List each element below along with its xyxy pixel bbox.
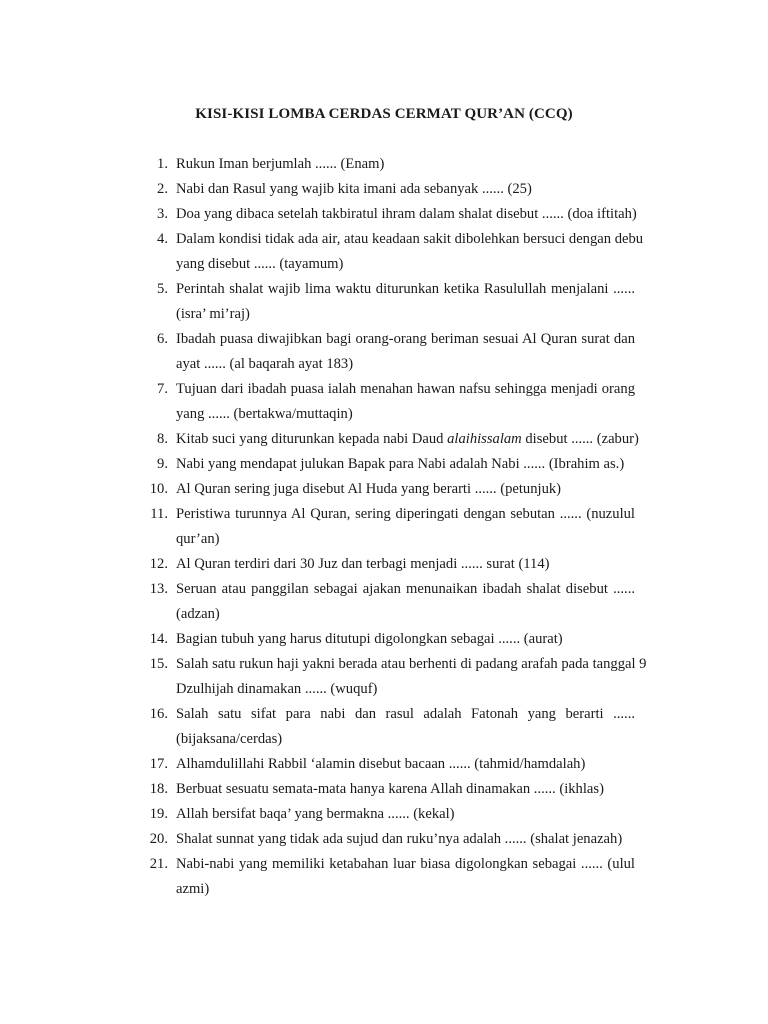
item-number: 8. [157, 431, 168, 447]
item-text: Bagian tubuh yang harus ditutupi digolongkan sebagai ...... (aurat) [176, 631, 563, 647]
item-number: 1. [157, 156, 168, 172]
item-text: Al Quran terdiri dari 30 Juz dan terbagi menjadi ...... surat (114) [176, 556, 550, 572]
item-text-continued: (bijaksana/cerdas) [176, 731, 283, 747]
item-number: 11. [150, 506, 168, 522]
item-text: Berbuat sesuatu semata-mata hanya karena Allah dinamakan ...... (ikhlas) [176, 781, 604, 797]
item-number: 18. [149, 781, 168, 797]
list-item [0, 652, 768, 702]
item-text: Nabi yang mendapat julukan Bapak para Nabi adalah Nabi ...... (Ibrahim as.) [176, 456, 625, 472]
italic-term: alaihissalam [447, 431, 522, 447]
list-item [0, 452, 768, 477]
item-number: 20. [149, 831, 168, 847]
item-number: 13. [149, 581, 168, 597]
item-text-continued: yang ...... (bertakwa/muttaqin) [176, 406, 353, 422]
item-text-continued: azmi) [176, 881, 210, 897]
item-number: 12. [149, 556, 168, 572]
item-text: Al Quran sering juga disebut Al Huda yang berarti ...... (petunjuk) [176, 481, 562, 497]
list-item [0, 377, 768, 427]
item-text: Salah satu rukun haji yakni berada atau berhenti di padang arafah pada tanggal 9 [176, 656, 647, 672]
item-number: 3. [157, 206, 168, 222]
item-text-continued: ayat ...... (al baqarah ayat 183) [176, 356, 354, 372]
item-text: Ibadah puasa diwajibkan bagi orang-orang beriman sesuai Al Quran surat dan [176, 331, 635, 347]
item-number: 4. [157, 231, 168, 247]
item-number: 7. [157, 381, 168, 397]
item-number: 6. [157, 331, 168, 347]
item-text: Alhamdulillahi Rabbil ‘alamin disebut bacaan ...... (tahmid/hamdalah) [176, 756, 586, 772]
list-item [0, 752, 768, 777]
list-item [0, 502, 768, 552]
list-item [0, 777, 768, 802]
list-item [0, 327, 768, 377]
item-number: 16. [149, 706, 168, 722]
item-text: Rukun Iman berjumlah ...... (Enam) [176, 156, 385, 172]
item-number: 17. [149, 756, 168, 772]
item-number: 21. [149, 856, 168, 872]
item-text-continued: (adzan) [176, 606, 220, 622]
item-text: Perintah shalat wajib lima waktu diturunkan ketika Rasulullah menjalani ...... [176, 281, 635, 297]
item-number: 15. [149, 656, 168, 672]
item-text: Doa yang dibaca setelah takbiratul ihram dalam shalat disebut ...... (doa iftitah) [176, 206, 637, 222]
list-item [0, 577, 768, 627]
item-number: 2. [157, 181, 168, 197]
item-text: Peristiwa turunnya Al Quran, sering diperingati dengan sebutan ...... (nuzulul [176, 506, 635, 522]
item-text-continued: Dzulhijah dinamakan ...... (wuquf) [176, 681, 378, 697]
item-text: Nabi-nabi yang memiliki ketabahan luar biasa digolongkan sebagai ...... (ulul [176, 856, 635, 872]
item-text [176, 427, 639, 452]
list-item [0, 827, 768, 852]
item-number: 19. [149, 806, 168, 822]
item-text: Tujuan dari ibadah puasa ialah menahan hawan nafsu sehingga menjadi orang [176, 381, 635, 397]
item-text: Salah satu sifat para nabi dan rasul adalah Fatonah yang berarti ...... [176, 706, 635, 722]
item-text-continued: yang disebut ...... (tayamum) [176, 256, 344, 272]
item-text-continued: (isra’ mi’raj) [176, 306, 250, 322]
list-item [0, 552, 768, 577]
list-item [0, 802, 768, 827]
question-list [0, 152, 768, 902]
item-number: 5. [157, 281, 168, 297]
list-item [0, 227, 768, 277]
item-number: 10. [149, 481, 168, 497]
list-item [0, 477, 768, 502]
item-text: Dalam kondisi tidak ada air, atau keadaan sakit dibolehkan bersuci dengan debu [176, 231, 644, 247]
item-text-post: disebut ...... (zabur) [521, 431, 639, 447]
list-item [0, 202, 768, 227]
item-number: 14. [149, 631, 168, 647]
list-item [0, 152, 768, 177]
list-item [0, 177, 768, 202]
item-text: Shalat sunnat yang tidak ada sujud dan ruku’nya adalah ...... (shalat jenazah) [176, 831, 623, 847]
item-number: 9. [157, 456, 168, 472]
document-title: KISI-KISI LOMBA CERDAS CERMAT QUR’AN (CCQ) [195, 106, 573, 122]
list-item [0, 277, 768, 327]
list-item [0, 627, 768, 652]
item-text: Nabi dan Rasul yang wajib kita imani ada sebanyak ...... (25) [176, 181, 532, 197]
item-text: Seruan atau panggilan sebagai ajakan menunaikan ibadah shalat disebut ...... [176, 581, 635, 597]
item-text-pre: Kitab suci yang diturunkan kepada nabi Daud [176, 431, 448, 447]
list-item [0, 852, 768, 902]
list-item [0, 702, 768, 752]
list-item [0, 427, 768, 452]
item-text-continued: qur’an) [176, 531, 220, 547]
item-text: Allah bersifat baqa’ yang bermakna ...... (kekal) [176, 806, 455, 822]
